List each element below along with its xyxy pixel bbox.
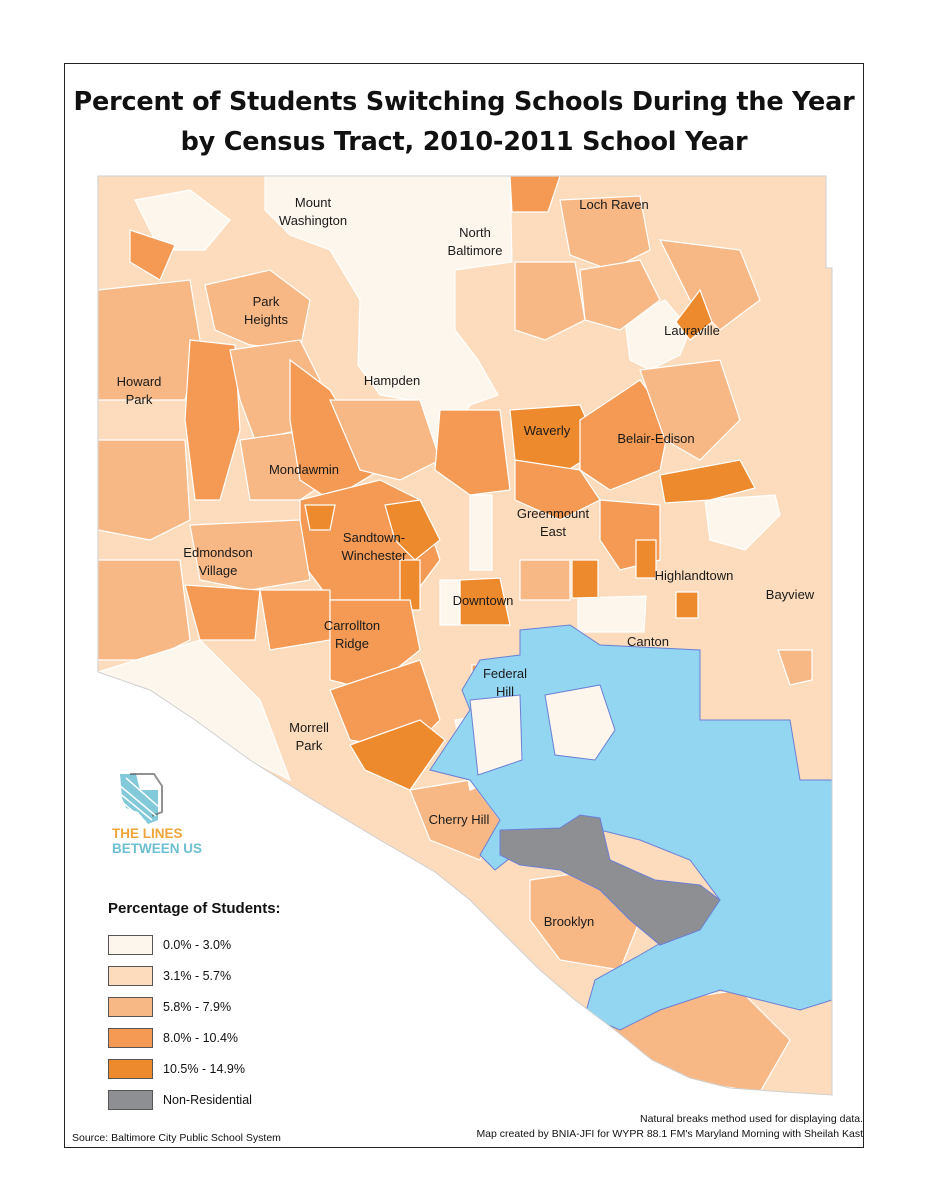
label-hampden: Hampden	[363, 373, 421, 388]
title-line-1: Percent of Students Switching Schools During the Year	[73, 87, 855, 117]
label-howard-park-2: Park	[125, 392, 153, 407]
notes-line-2: Map created by BNIA-JFI for WYPR 88.1 FM's Maryland Morning with Sheilah Kast	[476, 1128, 863, 1140]
tract-west-c	[98, 440, 190, 540]
legend-item	[108, 1022, 368, 1053]
legend-swatch	[108, 1028, 153, 1048]
label-north-baltimore-2: Baltimore	[447, 243, 503, 258]
label-mount-washington-1: Mount	[294, 195, 332, 210]
tract-downtown-east-high	[572, 560, 598, 598]
label-cherry-hill: Cherry Hill	[428, 812, 490, 827]
label-sandtown-2: Winchester	[341, 548, 407, 563]
label-north-baltimore-1: North	[459, 225, 491, 240]
label-belair-edison: Belair-Edison	[617, 431, 695, 446]
label-mount-washington-2: Washington	[278, 213, 348, 228]
legend-swatch	[108, 997, 153, 1017]
label-bayview: Bayview	[765, 587, 815, 602]
label-federal-hill-2: Hill	[495, 684, 515, 699]
legend-item	[108, 1053, 368, 1084]
label-mondawmin: Mondawmin	[268, 462, 340, 477]
legend-label: Non-Residential	[163, 1092, 252, 1107]
legend-item	[108, 1084, 368, 1115]
tract-sw-a	[98, 560, 190, 660]
tract-highland-high	[636, 540, 656, 578]
credit-notes	[476, 1112, 863, 1142]
source-note: Source: Baltimore City Public School System	[72, 1132, 281, 1144]
label-morrell-park-1: Morrell	[289, 720, 329, 735]
legend	[108, 900, 368, 1115]
legend-rows	[108, 929, 368, 1115]
label-sandtown-1: Sandtown-	[342, 530, 406, 545]
legend-item	[108, 960, 368, 991]
legend-title: Percentage of Students:	[108, 900, 281, 917]
legend-swatch	[108, 966, 153, 986]
tract-carrollton-a	[260, 590, 330, 650]
legend-label: 10.5% - 14.9%	[163, 1061, 245, 1076]
legend-swatch	[108, 935, 153, 955]
tract-central-low	[470, 495, 492, 570]
label-park-heights-2: Heights	[243, 312, 289, 327]
legend-swatch	[108, 1059, 153, 1079]
label-federal-hill-1: Federal	[482, 666, 528, 681]
legend-label: 3.1% - 5.7%	[163, 968, 232, 983]
notes-line-1: Natural breaks method used for displaying data.	[640, 1113, 863, 1125]
label-carrollton-1: Carrollton	[323, 618, 381, 633]
label-howard-park-1: Howard	[116, 374, 162, 389]
label-lauraville: Lauraville	[664, 323, 720, 338]
label-loch-raven: Loch Raven	[579, 197, 649, 212]
logo-line-1: THE LINES	[112, 826, 183, 841]
tract-sandtown-high	[305, 505, 335, 530]
label-edmondson-2: Village	[198, 563, 238, 578]
title-line-2: by Census Tract, 2010-2011 School Year	[180, 127, 748, 157]
logo-text	[112, 826, 202, 856]
legend-label: 8.0% - 10.4%	[163, 1030, 239, 1045]
label-morrell-park-2: Park	[295, 738, 323, 753]
legend-label: 5.8% - 7.9%	[163, 999, 232, 1014]
label-greenmount-east-2: East	[539, 524, 567, 539]
legend-label: 0.0% - 3.0%	[163, 937, 232, 952]
tract-canton-low	[578, 596, 646, 632]
legend-swatch	[108, 1090, 153, 1110]
legend-item	[108, 929, 368, 960]
tract-highland-high-b	[676, 592, 698, 618]
logo-line-2: BETWEEN US	[112, 841, 203, 856]
label-waverly: Waverly	[523, 423, 571, 438]
tract-east-mid	[520, 560, 570, 600]
tract-south-baltimore	[470, 695, 522, 775]
label-brooklyn: Brooklyn	[543, 914, 595, 929]
label-carrollton-2: Ridge	[335, 636, 369, 651]
label-greenmount-east-1: Greenmount	[516, 506, 590, 521]
legend-item	[108, 991, 368, 1022]
label-downtown: Downtown	[452, 593, 514, 608]
label-edmondson-1: Edmondson	[183, 545, 253, 560]
label-park-heights-1: Park	[252, 294, 280, 309]
label-canton: Canton	[627, 634, 669, 649]
label-highlandtown: Highlandtown	[654, 568, 734, 583]
